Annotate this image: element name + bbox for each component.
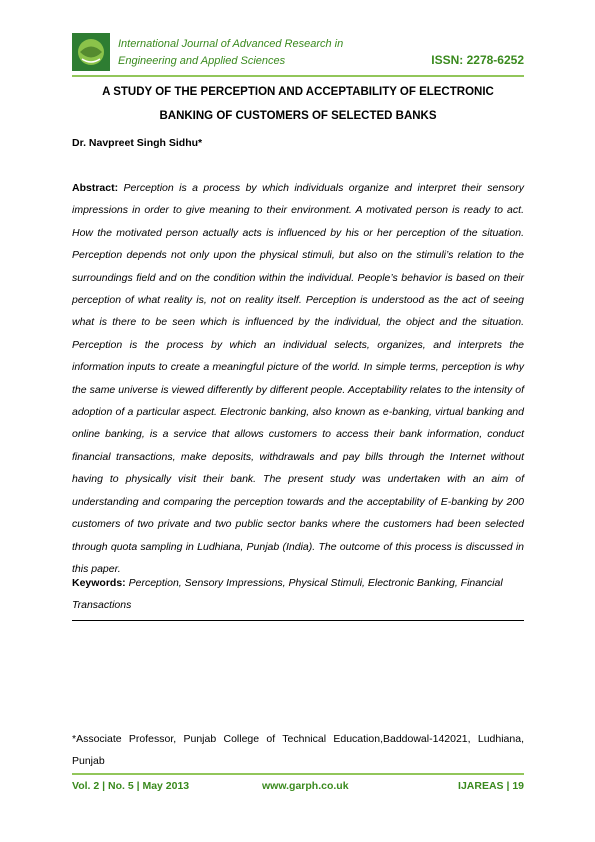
journal-name-line2: Engineering and Applied Sciences bbox=[118, 55, 286, 67]
abstract bbox=[72, 177, 524, 580]
paper-title-line1: A STUDY OF THE PERCEPTION AND ACCEPTABILITY OF ELECTRONIC bbox=[102, 86, 494, 98]
footer-rule bbox=[72, 773, 524, 775]
author-footnote: *Associate Professor, Punjab College of Technical Education,Baddowal-142021, Ludhiana, Punjab bbox=[72, 733, 524, 767]
footer-volume: Vol. 2 | No. 5 | May 2013 bbox=[72, 780, 190, 792]
paper-title-line2: BANKING OF CUSTOMERS OF SELECTED BANKS bbox=[159, 110, 437, 122]
issn: ISSN: 2278-6252 bbox=[431, 53, 524, 67]
journal-name bbox=[118, 36, 343, 70]
keywords bbox=[72, 572, 524, 617]
globe-leaf-logo-icon bbox=[72, 33, 110, 71]
keywords-text: Perception, Sensory Impressions, Physical Stimuli, Electronic Banking, Financial Transactions bbox=[72, 577, 503, 612]
journal-name-line1: International Journal of Advanced Research in bbox=[118, 38, 344, 50]
abstract-label: Abstract: bbox=[72, 182, 119, 194]
author-name: Dr. Navpreet Singh Sidhu* bbox=[72, 137, 203, 149]
footer-page-number: IJAREAS | 19 bbox=[458, 780, 524, 792]
footer-website[interactable]: www.garph.co.uk bbox=[262, 780, 349, 792]
keywords-label: Keywords: bbox=[72, 577, 126, 589]
header-rule bbox=[72, 75, 524, 77]
paper-title bbox=[72, 80, 524, 128]
abstract-divider bbox=[72, 620, 524, 621]
journal-header bbox=[72, 33, 524, 75]
abstract-text: Perception is a process by which individuals organize and interpret their sensory impressions in order to give meaning to their environment. A motivated person is ready to act. How the motivated person actually acts is influenced by his or her perception of the situation. Perception depends not only upon the physical stimuli, but also on the stimuli’s relation to the surroundings field and on the condition within the individual. People’s behavior is based on their perception of what reality is, not on reality itself. Perception is understood as the act of seeing what is there to be seen which is influenced by the individual, the object and the situation. Perception is the process by which an individual selects, organizes, and interprets the information inputs to create a meaningful picture of the world. In simple terms, perception is why the same universe is viewed differently by different people. Acceptability relates to the intensity of adoption of a particular aspect. Electronic banking, also known as e-banking, virtual banking and online banking, is a service that allows customers to access their bank information, conduct financial transactions, make deposits, withdrawals and pay bills through the Internet without having to physically visit their bank. The present study was undertaken with an aim of understanding and comparing the perception towards and the acceptability of E-banking by 200 customers of two private and two public sector banks where the customers had been selected through quota sampling in Ludhiana, Punjab (India). The outcome of this process is discussed in this paper. bbox=[72, 182, 524, 575]
